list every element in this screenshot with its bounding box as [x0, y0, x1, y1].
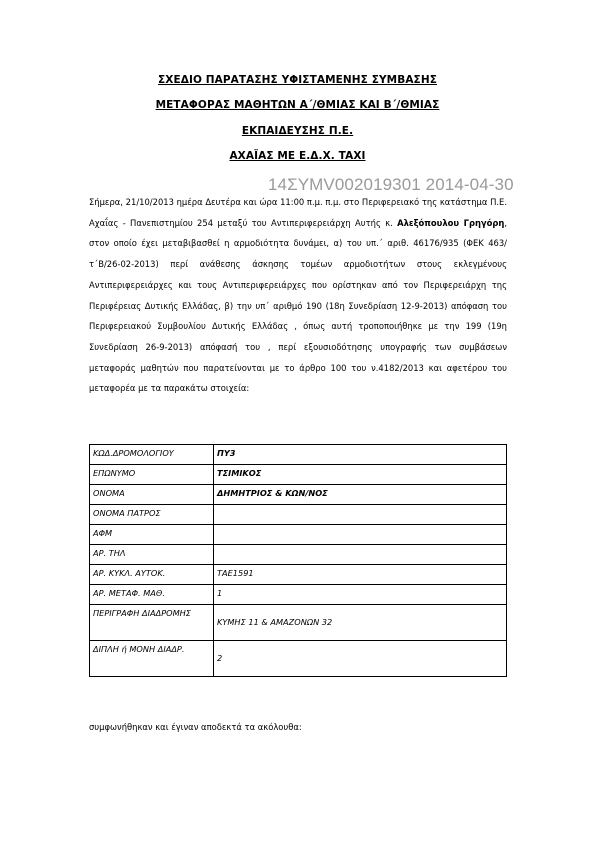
- row-label: ΚΩΔ.ΔΡΟΜΟΛΟΓΙΟΥ: [90, 445, 214, 465]
- table-row: [90, 641, 507, 677]
- table-row: [90, 445, 507, 465]
- row-value: ΤΣΙΜΙΚΟΣ: [214, 465, 507, 485]
- intro-text-part-2: , στον οποίο έχει μεταβιβασθεί η αρμοδιότητα δυνάμει, α) του υπ.΄ αριθ. 46176/935 (ΦΕΚ 463/τ΄Β/26-02-2013) περί ανάθεσης άσκησης τομέων αρμοδιοτήτων στους εκλεγμένους Αντιπεριφερειάρχες και τους Αντιπεριφερειάρχες που ορίστηκαν από τον Περιφερειάρχη της Περιφέρειας Δυτικής Ελλάδας, β) την υπ΄ αριθμό 190 (18η Συνεδρίαση 12-9-2013) απόφαση του Περιφερειακού Συμβουλίου Δυτικής Ελλάδας , όπως αυτή τροποποιήθηκε με την 199 (19η Συνεδρίαση 26-9-2013) απόφασή του , περί εξουσιοδότησης υπογραφής των συμβάσεων μεταφοράς μαθητών που παρατείνονται με το άρθρο 100 του ν.4182/2013 και αφετέρου του μεταφορέα με τα παρακάτω στοιχεία:: [89, 217, 507, 394]
- row-label: ΟΝΟΜΑ: [90, 485, 214, 505]
- row-label: ΠΕΡΙΓΡΑΦΗ ΔΙΑΔΡΟΜΗΣ: [90, 605, 214, 641]
- row-value: ΤΑΕ1591: [214, 565, 507, 585]
- intro-text-part-1: Σήμερα, 21/10/2013 ημέρα Δευτέρα και ώρα 11:00 π.μ. π.μ. στο Περιφερειακό της κατάστημα Π.Ε. Αχαΐας - Πανεπιστημίου 254 μεταξύ του Αντιπεριφερειάρχη Αυτής κ.: [89, 197, 507, 228]
- table-row: [90, 485, 507, 505]
- row-value: ΚΥΜΗΣ 11 & ΑΜΑΖΟΝΩΝ 32: [214, 605, 507, 641]
- official-name: Αλεξόπουλου Γρηγόρη: [397, 217, 505, 228]
- contract-intro-paragraph: [89, 192, 507, 399]
- document-stamp: 14ΣΥΜV002019301 2014-04-30: [268, 175, 514, 194]
- title-line-1: ΣΧΕΔΙΟ ΠΑΡΑΤΑΣΗΣ ΥΦΙΣΤΑΜΕΝΗΣ ΣΥΜΒΑΣΗΣ: [158, 74, 437, 86]
- table-row: [90, 605, 507, 641]
- row-value: 1: [214, 585, 507, 605]
- closing-line: συμφωνήθηκαν και έγιναν αποδεκτά τα ακόλουθα:: [89, 722, 302, 732]
- carrier-details-table: [89, 444, 507, 677]
- row-value: [214, 505, 507, 525]
- title-line-4: ΑΧΑΪΑΣ ΜΕ Ε.Δ.Χ. TAXI: [229, 150, 366, 162]
- row-label: ΑΡ. ΚΥΚΛ. ΑΥΤΟΚ.: [90, 565, 214, 585]
- row-value: [214, 525, 507, 545]
- row-value: ΔΗΜΗΤΡΙΟΣ & ΚΩΝ/ΝΟΣ: [214, 485, 507, 505]
- row-label: ΑΦΜ: [90, 525, 214, 545]
- row-label: ΑΡ. ΤΗΛ: [90, 545, 214, 565]
- row-label: ΔΙΠΛΗ ή ΜΟΝΗ ΔΙΑΔΡ.: [90, 641, 214, 677]
- table-row: [90, 505, 507, 525]
- row-value: [214, 545, 507, 565]
- title-line-3: ΕΚΠΑΙΔΕΥΣΗΣ Π.Ε.: [241, 125, 354, 137]
- table-row: [90, 565, 507, 585]
- table-row: [90, 525, 507, 545]
- table-row: [90, 545, 507, 565]
- row-label: ΕΠΩΝΥΜΟ: [90, 465, 214, 485]
- table-row: [90, 465, 507, 485]
- row-value: 2: [214, 641, 507, 677]
- table-row: [90, 585, 507, 605]
- row-label: ΟΝΟΜΑ ΠΑΤΡΟΣ: [90, 505, 214, 525]
- title-line-2: ΜΕΤΑΦΟΡΑΣ ΜΑΘΗΤΩΝ Α΄/ΘΜΙΑΣ ΚΑΙ Β΄/ΘΜΙΑΣ: [155, 99, 440, 111]
- row-label: ΑΡ. ΜΕΤΑΦ. ΜΑΘ.: [90, 585, 214, 605]
- row-value: ΠΥ3: [214, 445, 507, 465]
